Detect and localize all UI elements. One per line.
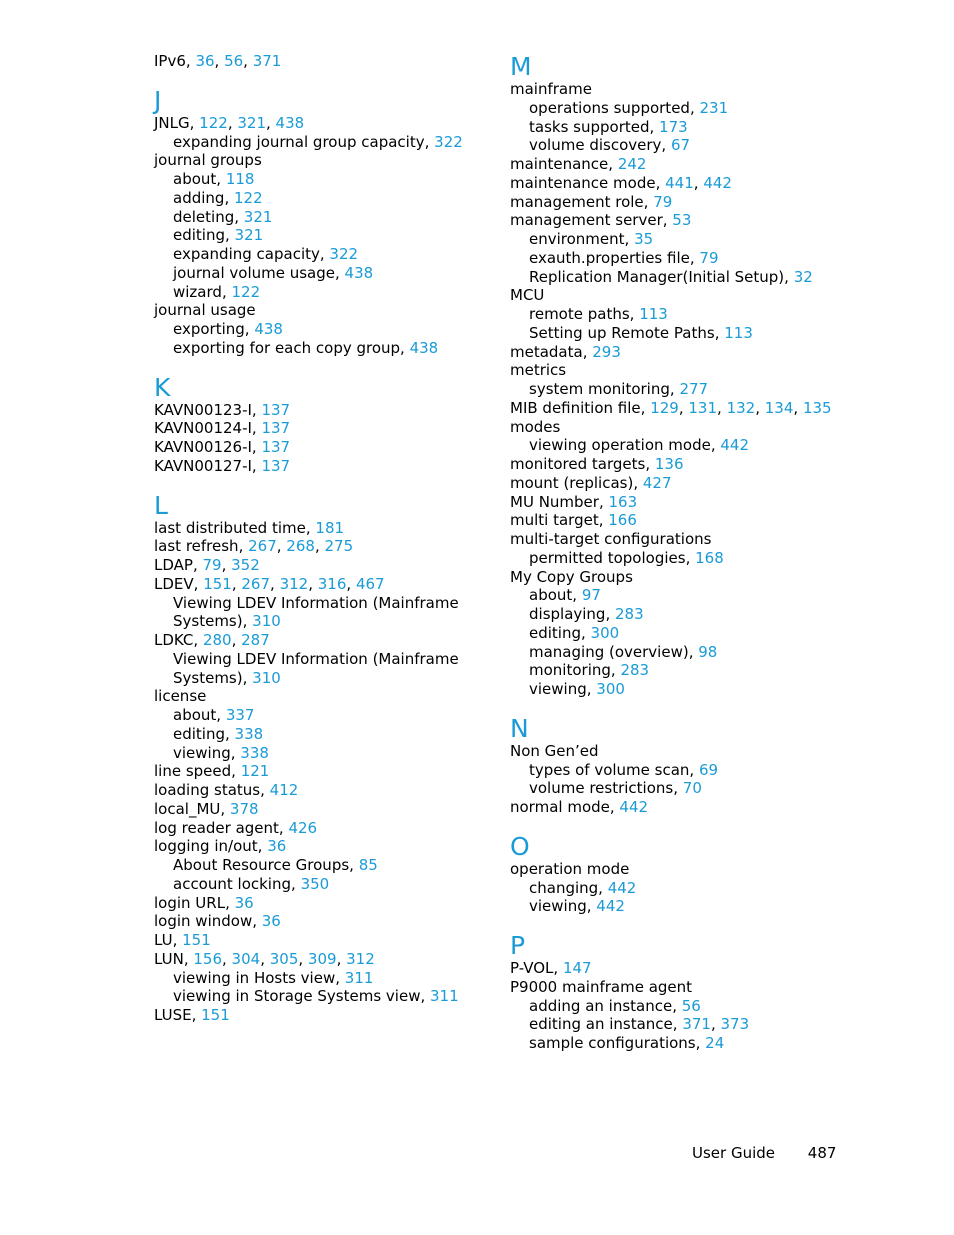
index-term: managing (overview) [529, 642, 689, 661]
footer-page-number: 487 [807, 1144, 837, 1162]
page-link[interactable]: 136 [654, 455, 684, 473]
page-link[interactable]: 151 [182, 931, 211, 949]
index-subentry: monitoring, 283 [529, 661, 650, 680]
index-term: LU [154, 931, 173, 949]
index-term: volume restrictions [529, 779, 674, 798]
page-link[interactable]: 36 [195, 52, 215, 70]
page-link[interactable]: 137 [261, 456, 291, 475]
page-link[interactable]: 427 [642, 473, 672, 492]
index-term: MU Number [510, 492, 599, 511]
page-link[interactable]: 79 [653, 192, 673, 211]
index-term: wizard [173, 282, 222, 301]
index-term: remote paths [529, 305, 630, 323]
index-term: modes [510, 417, 561, 436]
index-entry: LUN, 156, 304, 305, 309, 312 [154, 949, 375, 968]
index-entry: local_MU, 378 [154, 799, 259, 818]
page-link[interactable]: 442 [619, 798, 649, 816]
index-entry: maintenance, 242 [510, 155, 647, 173]
index-subentry: journal volume usage, 438 [173, 263, 374, 282]
index-term: management server [510, 211, 663, 230]
page-link[interactable]: 121 [240, 762, 270, 781]
page-link[interactable]: 438 [409, 338, 439, 357]
page-link[interactable]: 441 [665, 173, 694, 192]
page-link[interactable]: 442 [607, 878, 637, 897]
index-entry [510, 80, 850, 99]
index-term: management role [510, 192, 644, 211]
index-term: Non Gen’ed [510, 741, 599, 760]
index-term: KAVN00127-I [154, 456, 252, 475]
index-term: MIB definition file [510, 398, 641, 417]
page-link[interactable]: 338 [240, 743, 269, 762]
index-letter-heading: N [510, 713, 529, 743]
index-entry [510, 978, 850, 997]
index-term: types of volume scan [529, 760, 690, 779]
page-link[interactable]: 316 [317, 574, 347, 593]
page-link[interactable]: 122 [231, 282, 261, 301]
page-link[interactable]: 426 [288, 818, 318, 837]
page-link[interactable]: 53 [672, 211, 692, 230]
page-link[interactable]: 305 [269, 949, 299, 968]
index-subentry: managing (overview), 98 [529, 642, 718, 661]
index-entry: multi target, 166 [510, 511, 637, 530]
index-term: last distributed time [154, 518, 306, 537]
page-link[interactable]: 129 [650, 398, 679, 417]
page-link[interactable]: 267 [248, 537, 277, 556]
index-term: LUSE [154, 1006, 192, 1024]
index-entry: LDAP, 79, 352 [154, 556, 260, 574]
index-subentry: expanding journal group capacity, 322 [173, 132, 463, 151]
page-link[interactable]: 438 [275, 113, 305, 132]
index-entry: normal mode, 442 [510, 798, 649, 816]
index-subentry: deleting, 321 [173, 207, 273, 226]
index-subentry: account locking, 350 [173, 874, 330, 893]
page-link[interactable]: 122 [233, 188, 263, 207]
index-term: maintenance [510, 155, 609, 173]
index-entry: line speed, 121 [154, 762, 270, 781]
index-term: adding [173, 188, 225, 207]
index-subentry: displaying, 283 [529, 605, 644, 623]
page-link[interactable]: 371 [252, 52, 282, 70]
page-link[interactable]: 280 [202, 631, 232, 649]
page-link[interactable]: 267 [241, 574, 271, 593]
page-link[interactable]: 231 [699, 98, 729, 117]
index-subentry: viewing, 300 [529, 680, 625, 698]
index-term: about [173, 706, 217, 724]
page-link[interactable]: 467 [355, 574, 385, 593]
index-column-right [510, 52, 850, 1053]
index-term: JNLG [154, 113, 190, 132]
index-subentry: editing, 321 [173, 226, 264, 245]
page-link[interactable]: 378 [229, 799, 259, 818]
page-link[interactable]: 135 [802, 398, 832, 417]
page-link[interactable]: 371 [682, 1015, 711, 1034]
index-term: Systems) [173, 612, 243, 631]
index-term: volume discovery [529, 136, 662, 155]
index-subentry [154, 594, 484, 613]
page-link[interactable]: 310 [252, 612, 281, 631]
page-link[interactable]: 321 [237, 113, 266, 132]
index-term: KAVN00123-I [154, 400, 252, 419]
index-subentry: exporting for each copy group, 438 [173, 338, 439, 357]
index-term: exporting [173, 320, 245, 338]
index-term: monitoring [529, 661, 611, 680]
page-link[interactable]: 352 [231, 556, 260, 574]
index-entry [510, 361, 850, 380]
index-term: local_MU [154, 799, 221, 818]
index-term: exporting for each copy group [173, 338, 401, 357]
index-term: journal volume usage [173, 263, 335, 282]
index-entry [154, 151, 484, 170]
index-term: viewing [529, 897, 587, 916]
index-term: LDAP [154, 556, 193, 574]
index-entry: IPv6, 36, 56, 371 [154, 52, 282, 70]
page-link[interactable]: 310 [252, 668, 281, 687]
index-subentry: Systems), 310 [173, 668, 281, 687]
index-term: operations supported [529, 98, 690, 117]
index-term: login window [154, 912, 253, 931]
index-term: environment [529, 230, 625, 248]
index-entry [510, 418, 850, 437]
page-link[interactable]: 322 [434, 132, 463, 151]
index-column-left [154, 52, 484, 1025]
page-link[interactable]: 338 [234, 724, 264, 743]
index-term: About Resource Groups [173, 856, 350, 874]
index-letter-heading: L [154, 490, 168, 520]
index-entry [510, 860, 850, 879]
page-link[interactable]: 311 [430, 987, 459, 1006]
index-entry: login URL, 36 [154, 893, 254, 912]
index-term: Systems) [173, 668, 243, 687]
index-entry: last distributed time, 181 [154, 518, 345, 537]
index-term: expanding capacity [173, 245, 320, 263]
page-link[interactable]: 137 [261, 419, 291, 438]
index-term: metadata [510, 342, 583, 361]
index-term: system monitoring [529, 380, 670, 398]
index-entry: KAVN00126-I, 137 [154, 438, 291, 456]
page-link[interactable]: 173 [659, 117, 688, 136]
page-link[interactable]: 412 [269, 781, 299, 799]
page-link[interactable]: 113 [639, 305, 668, 323]
index-term: editing [173, 724, 225, 743]
index-term: adding an instance [529, 996, 673, 1015]
index-entry: metadata, 293 [510, 342, 621, 361]
page-link[interactable]: 134 [764, 398, 794, 417]
index-term: metrics [510, 361, 567, 380]
index-letter-heading: M [510, 52, 532, 81]
page-link[interactable]: 242 [617, 155, 647, 173]
index-term: expanding journal group capacity [173, 132, 425, 151]
page-link[interactable]: 32 [793, 267, 813, 286]
index-term: P9000 mainframe agent [510, 977, 693, 996]
index-term: deleting [173, 207, 235, 226]
page-link[interactable]: 373 [720, 1015, 750, 1034]
index-entry: logging in/out, 36 [154, 837, 287, 856]
index-term: permitted topologies [529, 548, 686, 567]
index-term: viewing [173, 743, 231, 762]
index-subentry: about, 97 [529, 586, 601, 605]
index-subentry: Systems), 310 [173, 612, 281, 631]
page-link[interactable]: 97 [581, 586, 601, 605]
page-link[interactable]: 277 [679, 380, 709, 398]
index-subentry: permitted topologies, 168 [529, 548, 724, 567]
index-term: sample configurations [529, 1034, 696, 1052]
page-link[interactable]: 166 [608, 511, 637, 530]
page-link[interactable]: 147 [562, 959, 592, 977]
page-link[interactable]: 67 [670, 136, 691, 155]
page-link[interactable]: 283 [620, 661, 650, 680]
index-term: viewing in Hosts view [173, 968, 336, 987]
index-subentry: About Resource Groups, 85 [173, 856, 378, 874]
index-term: LDKC [154, 631, 194, 649]
page-link[interactable]: 438 [344, 263, 374, 282]
index-entry: monitored targets, 136 [510, 455, 684, 473]
page-link[interactable]: 131 [688, 398, 718, 417]
page-link[interactable]: 442 [703, 173, 732, 192]
index-subentry: about, 337 [173, 706, 255, 724]
page-link[interactable]: 36 [261, 912, 281, 931]
page-link[interactable]: 137 [261, 400, 291, 419]
page-link[interactable]: 309 [307, 949, 337, 968]
index-term: Viewing LDEV Information (Mainframe [173, 649, 459, 668]
index-term: P-VOL [510, 959, 554, 977]
index-subentry: editing an instance, 371, 373 [529, 1015, 750, 1034]
page-link[interactable]: 304 [231, 949, 261, 968]
page-link[interactable]: 163 [608, 492, 638, 511]
index-entry: MU Number, 163 [510, 492, 638, 511]
index-entry: log reader agent, 426 [154, 818, 318, 837]
index-subentry: adding, 122 [173, 188, 263, 207]
index-subentry: volume restrictions, 70 [529, 779, 702, 798]
index-term: journal usage [154, 301, 256, 320]
index-letter-heading: K [154, 372, 171, 402]
index-term: IPv6 [154, 52, 186, 70]
page-link[interactable]: 132 [726, 398, 756, 417]
index-entry: LU, 151 [154, 931, 211, 949]
page-link[interactable]: 98 [698, 642, 718, 661]
index-term: LUN [154, 949, 184, 968]
page-link[interactable]: 300 [590, 623, 620, 642]
index-letter-heading: P [510, 931, 526, 960]
index-term: viewing operation mode [529, 436, 711, 455]
page-link[interactable]: 70 [682, 779, 702, 798]
index-term: operation mode [510, 859, 630, 878]
page-link[interactable]: 312 [279, 574, 309, 593]
index-entry: MIB definition file, 129, 131, 132, 134, 135 [510, 398, 832, 417]
index-term: multi-target configurations [510, 530, 712, 548]
index-term: Viewing LDEV Information (Mainframe [173, 593, 459, 612]
index-subentry: viewing operation mode, 442 [529, 436, 750, 455]
page-link[interactable]: 122 [199, 113, 228, 132]
index-term: KAVN00124-I [154, 419, 252, 438]
index-subentry: viewing, 442 [529, 897, 625, 916]
page-link[interactable]: 56 [681, 996, 701, 1015]
page-link[interactable]: 36 [267, 837, 287, 856]
index-entry: mount (replicas), 427 [510, 473, 672, 492]
index-term: viewing in Storage Systems view [173, 987, 421, 1006]
index-term: exauth.properties file [529, 248, 690, 267]
index-letter-heading: J [154, 85, 162, 115]
page-link[interactable]: 283 [615, 605, 644, 623]
index-subentry: Setting up Remote Paths, 113 [529, 323, 753, 342]
page-link[interactable]: 321 [243, 207, 273, 226]
page-link[interactable]: 69 [698, 760, 719, 779]
page-link[interactable]: 287 [241, 631, 270, 649]
page-link[interactable]: 151 [203, 574, 232, 593]
index-term: mount (replicas) [510, 473, 634, 492]
index-subentry: wizard, 122 [173, 282, 261, 301]
index-term: editing an instance [529, 1015, 673, 1034]
index-term: line speed [154, 762, 232, 781]
index-subentry: changing, 442 [529, 878, 637, 897]
index-subentry: volume discovery, 67 [529, 136, 691, 155]
index-letter-heading: O [510, 831, 530, 861]
index-entry [154, 687, 484, 706]
index-entry: KAVN00124-I, 137 [154, 419, 291, 438]
page-link[interactable]: 36 [234, 893, 254, 912]
index-subentry: exporting, 438 [173, 320, 283, 338]
index-subentry: expanding capacity, 322 [173, 245, 359, 263]
index-subentry: types of volume scan, 69 [529, 760, 719, 779]
page-link[interactable]: 151 [201, 1006, 230, 1024]
page-link[interactable]: 311 [344, 968, 374, 987]
index-entry: JNLG, 122, 321, 438 [154, 113, 305, 132]
page-footer [692, 1144, 836, 1162]
index-term: account locking [173, 874, 292, 893]
index-term: normal mode [510, 798, 610, 816]
index-term: loading status [154, 781, 261, 799]
index-term: MCU [510, 286, 545, 305]
index-entry: management server, 53 [510, 211, 692, 230]
index-term: viewing [529, 680, 587, 698]
index-subentry: remote paths, 113 [529, 305, 668, 323]
index-term: about [529, 586, 573, 605]
index-subentry: viewing in Hosts view, 311 [173, 968, 374, 987]
index-term: mainframe [510, 80, 592, 98]
index-subentry: editing, 338 [173, 724, 264, 743]
index-subentry: editing, 300 [529, 623, 620, 642]
index-entry: LDEV, 151, 267, 312, 316, 467 [154, 574, 385, 593]
index-term: LDEV [154, 574, 194, 593]
index-term: monitored targets [510, 455, 646, 473]
index-term: last refresh [154, 537, 239, 556]
page-link[interactable]: 56 [224, 52, 244, 70]
page-link[interactable]: 268 [286, 537, 315, 556]
page-link[interactable]: 275 [324, 537, 354, 556]
index-term: about [173, 170, 217, 188]
index-entry [510, 530, 850, 549]
index-term: multi target [510, 511, 599, 530]
page-link[interactable]: 442 [596, 897, 625, 916]
index-subentry: tasks supported, 173 [529, 117, 688, 136]
page-link[interactable]: 322 [329, 245, 359, 263]
index-subentry: adding an instance, 56 [529, 996, 701, 1015]
index-subentry [154, 650, 484, 669]
page-link[interactable]: 85 [358, 856, 378, 874]
index-entry: KAVN00127-I, 137 [154, 456, 291, 475]
page-link[interactable]: 337 [225, 706, 255, 724]
index-term: maintenance mode [510, 173, 656, 192]
index-subentry: environment, 35 [529, 230, 654, 248]
index-entry: LUSE, 151 [154, 1006, 230, 1024]
page-link[interactable]: 79 [202, 556, 222, 574]
index-term: changing [529, 878, 599, 897]
index-entry [510, 568, 850, 587]
index-term: log reader agent [154, 818, 279, 837]
index-subentry: Replication Manager(Initial Setup), 32 [529, 267, 813, 286]
index-subentry: viewing, 338 [173, 743, 269, 762]
page-link[interactable]: 300 [596, 680, 625, 698]
index-term: editing [173, 226, 225, 245]
footer-label: User Guide [692, 1144, 776, 1162]
index-entry: last refresh, 267, 268, 275 [154, 537, 354, 556]
index-entry: LDKC, 280, 287 [154, 631, 270, 649]
page-link[interactable]: 321 [234, 226, 264, 245]
index-entry: login window, 36 [154, 912, 281, 931]
page-link[interactable]: 79 [699, 248, 719, 267]
page-link[interactable]: 137 [261, 438, 291, 456]
index-entry [510, 742, 850, 761]
page-link[interactable]: 168 [695, 548, 724, 567]
index-entry [154, 301, 484, 320]
page-link[interactable]: 24 [705, 1034, 725, 1052]
index-term: logging in/out [154, 837, 258, 856]
index-term: My Copy Groups [510, 567, 633, 586]
index-term: tasks supported [529, 117, 650, 136]
index-term: Replication Manager(Initial Setup) [529, 267, 785, 286]
index-entry [510, 286, 850, 305]
index-term: KAVN00126-I [154, 438, 252, 456]
page-link[interactable]: 442 [720, 436, 750, 455]
page-link[interactable]: 312 [346, 949, 375, 968]
index-entry: management role, 79 [510, 192, 673, 211]
index-term: login URL [154, 893, 226, 912]
page-link[interactable]: 35 [634, 230, 654, 248]
index-subentry: viewing in Storage Systems view, 311 [173, 987, 459, 1006]
index-entry: P-VOL, 147 [510, 959, 592, 977]
page-link[interactable]: 113 [724, 323, 753, 342]
index-term: journal groups [154, 151, 262, 170]
page-link[interactable]: 156 [193, 949, 222, 968]
index-entry: loading status, 412 [154, 781, 299, 799]
page-link[interactable]: 438 [254, 320, 283, 338]
page-link[interactable]: 350 [300, 874, 330, 893]
index-entry: maintenance mode, 441, 442 [510, 173, 732, 192]
index-subentry: exauth.properties file, 79 [529, 248, 719, 267]
index-term: editing [529, 623, 581, 642]
index-subentry: about, 118 [173, 170, 255, 188]
index-subentry: sample configurations, 24 [529, 1034, 725, 1052]
page-link[interactable]: 293 [592, 342, 621, 361]
page-link[interactable]: 181 [315, 518, 345, 537]
page-link[interactable]: 118 [225, 170, 255, 188]
index-term: Setting up Remote Paths [529, 323, 715, 342]
index-subentry: system monitoring, 277 [529, 380, 709, 398]
index-term: license [154, 687, 207, 706]
index-term: displaying [529, 605, 606, 623]
index-subentry: operations supported, 231 [529, 98, 729, 117]
index-entry: KAVN00123-I, 137 [154, 400, 291, 419]
